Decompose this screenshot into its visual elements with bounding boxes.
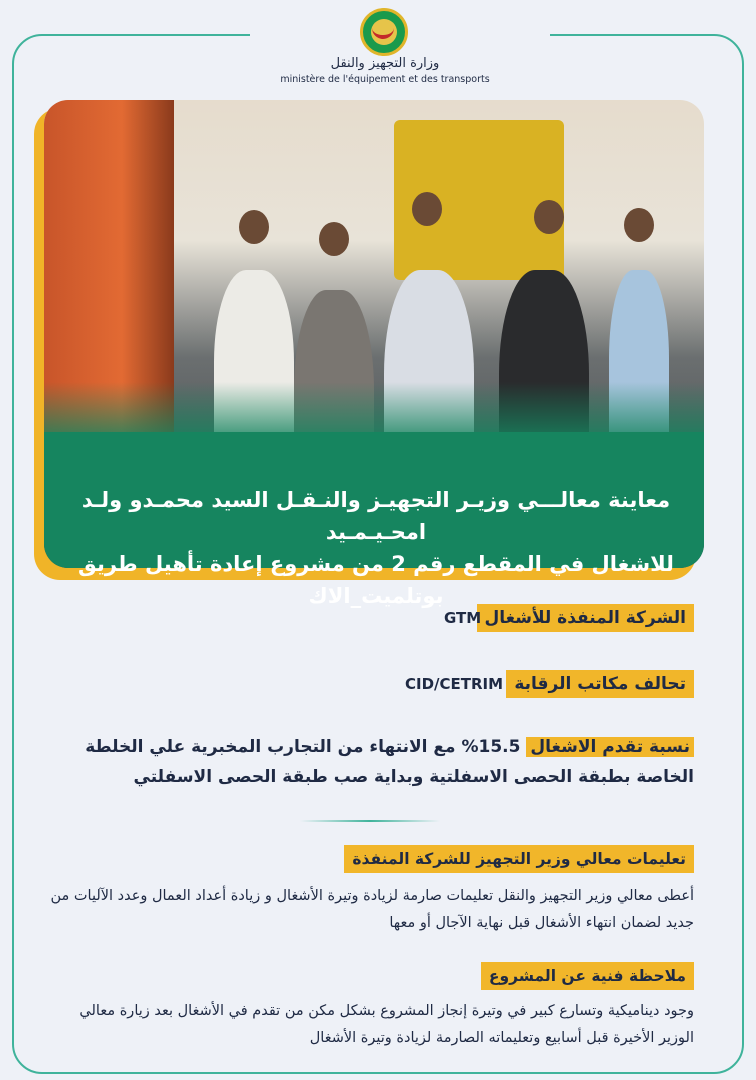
technical-note-label: ملاحظة فنية عن المشروع <box>481 962 694 990</box>
emblem-logo-icon <box>360 8 408 56</box>
head-shape <box>412 192 442 226</box>
section-divider <box>300 820 440 822</box>
head-shape <box>624 208 654 242</box>
ministry-name-arabic: وزارة التجهيز والنقل <box>330 56 440 71</box>
head-shape <box>319 222 349 256</box>
instructions-label: تعليمات معالي وزير التجهيز للشركة المنفذة <box>344 845 694 873</box>
progress-label: نسبة تقدم الاشغال <box>526 737 694 757</box>
contractor-value: GTM <box>444 609 482 627</box>
supervision-value: CID/CETRIM <box>405 675 504 693</box>
caption-line-1: معاينة معالـــي وزيـر التجهيـز والنـقـل السيد محمـدو ولـد امحـيـمـيد <box>81 488 671 544</box>
head-shape <box>534 200 564 234</box>
progress-paragraph <box>54 732 694 792</box>
instructions-text: أعطى معالي وزير التجهيز والنقل تعليمات صارمة لزيادة وتيرة الأشغال و زيادة أعداد العمال وعدد الآليات من جديد لضمان انتهاء الأشغال قبل نهاية الآجال أو معها <box>50 888 694 931</box>
progress-text: 15.5% مع الانتهاء من التجارب المخبرية علي الخلطة الخاصة بطبقة الحصى الاسفلتية وبداية صب طبقة الحصى الاسفلتي <box>85 737 694 787</box>
contractor-label: الشركة المنفذة للأشغال <box>477 604 695 632</box>
technical-note-text: وجود ديناميكية وتسارع كبير في وتيرة إنجاز المشروع بشكل مكن من تقدم في الأشغال بعد زيارة معالي الوزير الأخيرة قبل أسابيع وتعليماته الصارمة لزيادة وتيرة الأشغال <box>79 1003 694 1046</box>
head-shape <box>239 210 269 244</box>
photo-caption <box>52 484 700 612</box>
ministry-name-french: ministère de l'équipement et des transports <box>280 74 490 85</box>
supervision-label: تحالف مكاتب الرقابة <box>506 670 694 698</box>
caption-line-2: للاشغال في المقطع رقم 2 من مشروع إعادة تأهيل طريق بوتلميت_الاك <box>78 552 674 608</box>
